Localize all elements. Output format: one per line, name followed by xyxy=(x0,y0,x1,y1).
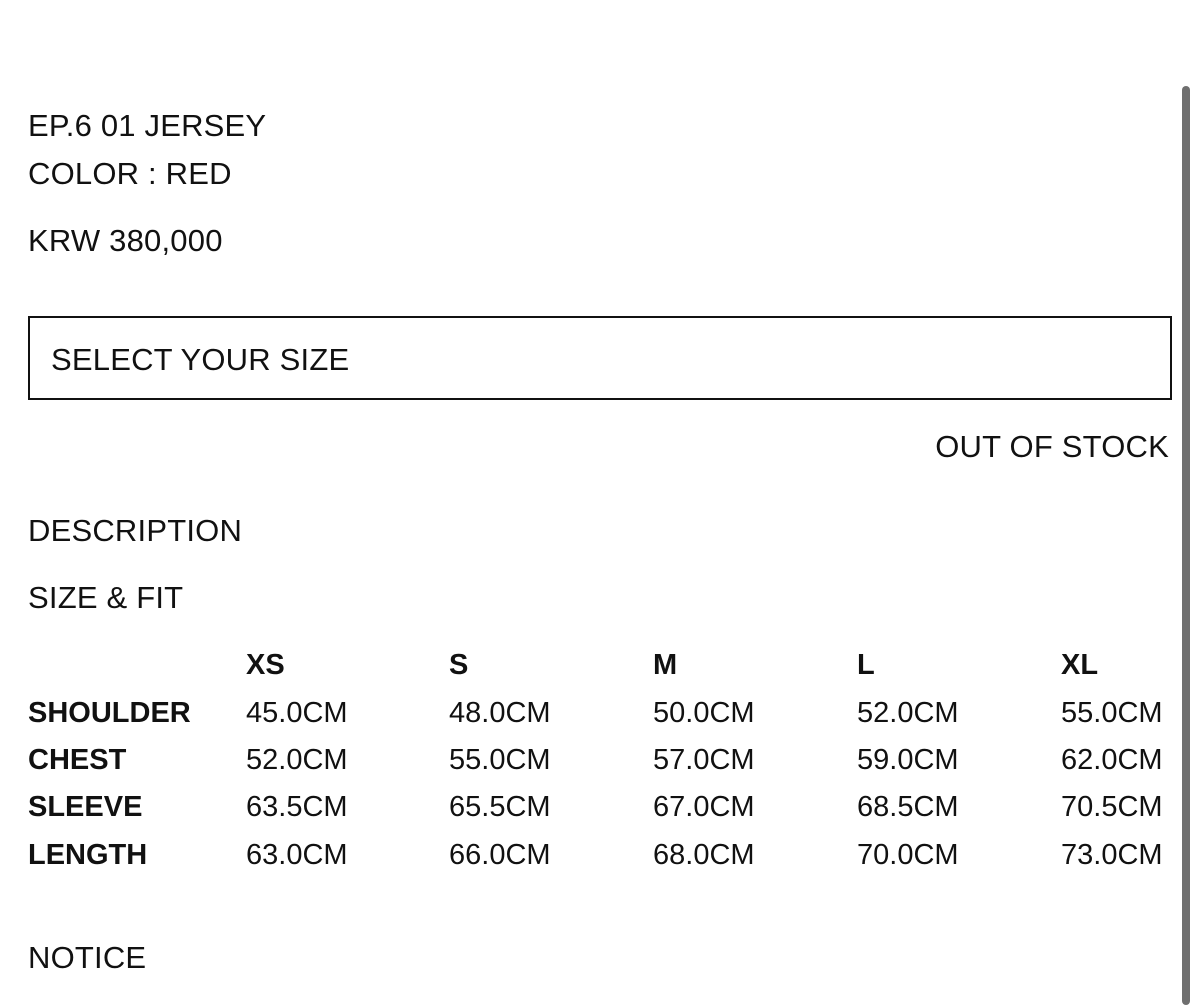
measure-cell: 52.0CM xyxy=(857,697,959,729)
measure-row-label: SHOULDER xyxy=(28,697,191,729)
measure-cell: 70.5CM xyxy=(1061,791,1163,823)
stock-status: OUT OF STOCK xyxy=(935,429,1169,464)
scrollbar[interactable] xyxy=(1182,86,1190,1005)
measure-cell: 55.0CM xyxy=(449,744,551,776)
measure-cell: 52.0CM xyxy=(246,744,348,776)
size-fit-toggle[interactable]: SIZE & FIT xyxy=(28,580,184,615)
description-toggle[interactable]: DESCRIPTION xyxy=(28,513,243,548)
measure-cell: 62.0CM xyxy=(1061,744,1163,776)
measure-cell: 68.5CM xyxy=(857,791,959,823)
measure-cell: 73.0CM xyxy=(1061,839,1163,871)
measure-row-label: SLEEVE xyxy=(28,791,143,823)
measure-cell: 55.0CM xyxy=(1061,697,1163,729)
measure-cell: 50.0CM xyxy=(653,697,755,729)
size-column-header: XL xyxy=(1061,649,1099,681)
measure-cell: 63.0CM xyxy=(246,839,348,871)
notice-toggle[interactable]: NOTICE xyxy=(28,940,147,975)
measure-cell: 59.0CM xyxy=(857,744,959,776)
measure-cell: 45.0CM xyxy=(246,697,348,729)
product-name: EP.6 01 JERSEY xyxy=(28,108,267,143)
measure-cell: 66.0CM xyxy=(449,839,551,871)
measure-cell: 57.0CM xyxy=(653,744,755,776)
measure-cell: 63.5CM xyxy=(246,791,348,823)
product-color: COLOR : RED xyxy=(28,156,232,191)
size-column-header: L xyxy=(857,649,875,681)
size-select-label: SELECT YOUR SIZE xyxy=(51,342,350,377)
measure-cell: 70.0CM xyxy=(857,839,959,871)
size-column-header: M xyxy=(653,649,678,681)
size-column-header: S xyxy=(449,649,469,681)
size-select-dropdown[interactable] xyxy=(28,316,1172,400)
measure-row-label: CHEST xyxy=(28,744,127,776)
size-column-header: XS xyxy=(246,649,285,681)
measure-cell: 68.0CM xyxy=(653,839,755,871)
measure-cell: 65.5CM xyxy=(449,791,551,823)
product-price: KRW 380,000 xyxy=(28,223,223,258)
measure-cell: 67.0CM xyxy=(653,791,755,823)
measure-cell: 48.0CM xyxy=(449,697,551,729)
measure-row-label: LENGTH xyxy=(28,839,148,871)
